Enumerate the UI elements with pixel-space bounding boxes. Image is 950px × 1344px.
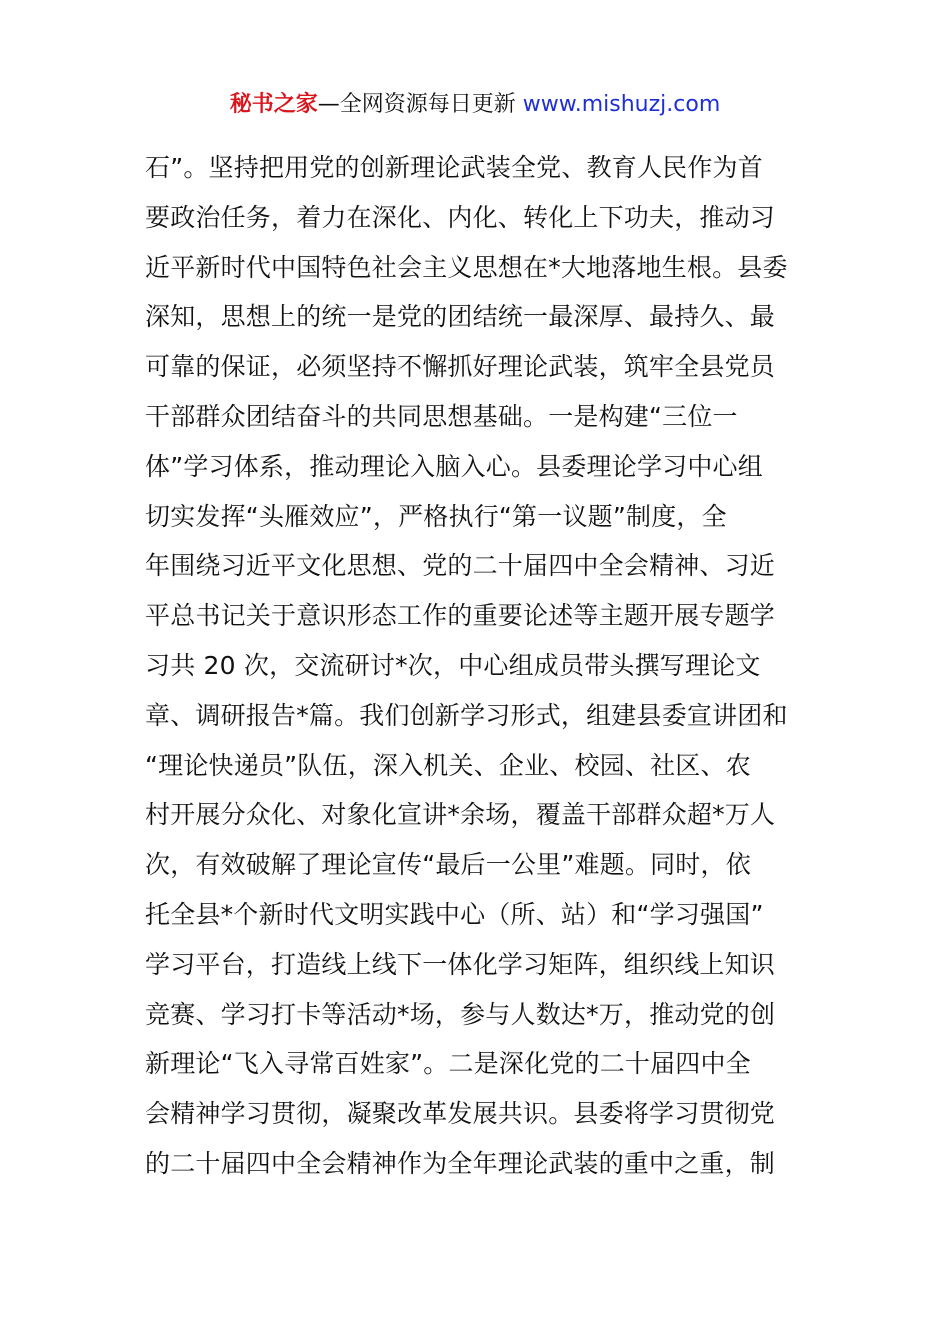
body-line: “理论快递员”队伍，深入机关、企业、校园、社区、农 xyxy=(145,750,751,780)
body-line: 村开展分众化、对象化宣讲*余场，覆盖干部群众超*万人 xyxy=(145,800,776,830)
body-line: 深知，思想上的统一是党的团结统一最深厚、最持久、最 xyxy=(145,302,776,332)
body-line: 会精神学习贯彻，凝聚改革发展共识。县委将学习贯彻党 xyxy=(145,1099,776,1129)
body-line: 习共 20 次，交流研讨*次，中心组成员带头撰写理论文 xyxy=(145,650,761,680)
body-line: 章、调研报告*篇。我们创新学习形式，组建县委宣讲团和 xyxy=(145,700,788,730)
body-line: 体”学习体系，推动理论入脑入心。县委理论学习中心组 xyxy=(145,451,763,481)
site-header xyxy=(0,88,950,122)
body-line: 新理论“飞入寻常百姓家”。二是深化党的二十届四中全 xyxy=(145,1049,751,1079)
body-line: 学习平台，打造线上线下一体化学习矩阵，组织线上知识 xyxy=(145,949,776,979)
body-line: 石”。坚持把用党的创新理论武装全党、教育人民作为首 xyxy=(145,153,763,182)
body-line: 托全县*个新时代文明实践中心（所、站）和“学习强国” xyxy=(145,899,764,929)
body-line: 平总书记关于意识形态工作的重要论述等主题开展专题学 xyxy=(145,601,776,631)
body-line: 可靠的保证，必须坚持不懈抓好理论武装，筑牢全县党员 xyxy=(145,352,776,382)
site-tagline: —全网资源每日更新 xyxy=(317,92,516,117)
body-line: 要政治任务，着力在深化、内化、转化上下功夫，推动习 xyxy=(145,202,776,232)
body-line: 干部群众团结奋斗的共同思想基础。一是构建“三位一 xyxy=(145,401,738,431)
body-line: 次，有效破解了理论宣传“最后一公里”难题。同时，依 xyxy=(145,850,751,880)
body-line: 竞赛、学习打卡等活动*场，参与人数达*万，推动党的创 xyxy=(145,999,776,1029)
body-line: 近平新时代中国特色社会主义思想在*大地落地生根。县委 xyxy=(145,252,788,282)
body-line: 的二十届四中全会精神作为全年理论武装的重中之重，制 xyxy=(145,1148,776,1178)
body-line: 年围绕习近平文化思想、党的二十届四中全会精神、习近 xyxy=(145,551,776,581)
site-url-link[interactable]: www.mishuzj.com xyxy=(522,92,721,117)
body-line: 切实发挥“头雁效应”，严格执行“第一议题”制度，全 xyxy=(145,501,727,531)
site-brand: 秘书之家 xyxy=(229,92,318,117)
document-body xyxy=(145,143,825,1189)
